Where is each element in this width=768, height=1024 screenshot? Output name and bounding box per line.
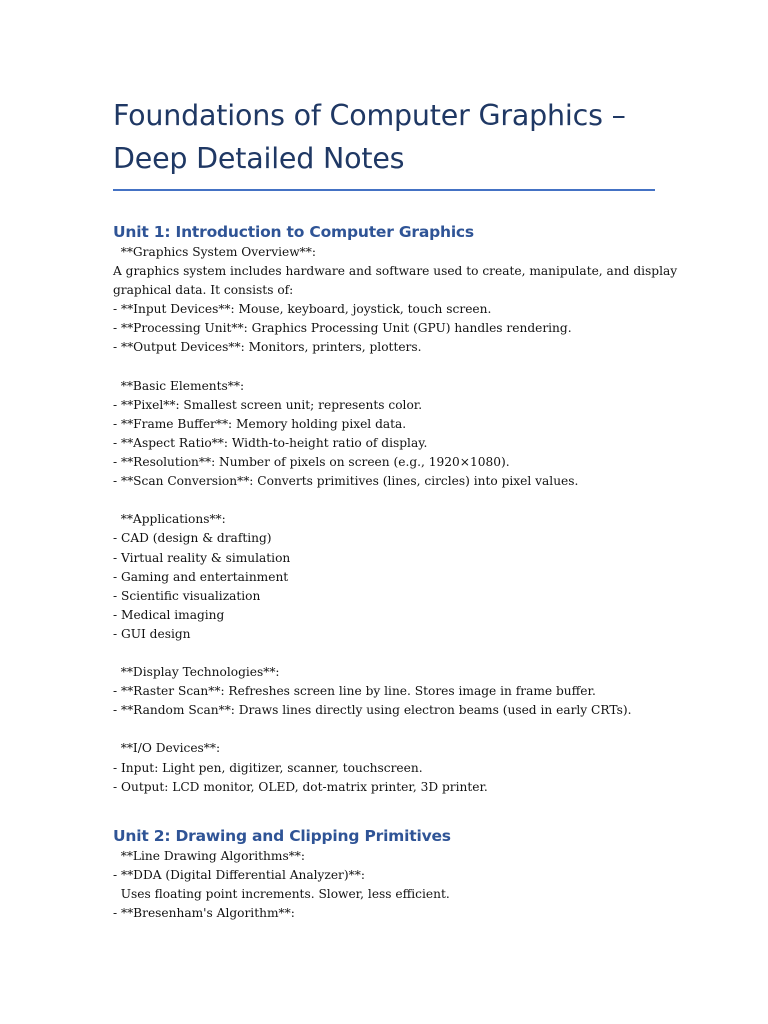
list-item: - GUI design xyxy=(113,626,191,641)
list-item: - Input: Light pen, digitizer, scanner, touchscreen. xyxy=(113,760,423,775)
unit-1-heading: Unit 1: Introduction to Computer Graphics xyxy=(113,223,474,241)
list-item: - **DDA (Digital Differential Analyzer)**: xyxy=(113,867,365,882)
applications-label: **Applications**: xyxy=(113,512,226,527)
list-item: - Output: LCD monitor, OLED, dot-matrix printer, 3D printer. xyxy=(113,779,488,794)
document-page xyxy=(113,94,678,923)
list-item: Uses floating point increments. Slower, less efficient. xyxy=(113,886,450,901)
graphics-system-label: **Graphics System Overview**: xyxy=(113,245,316,259)
list-item: - Gaming and entertainment xyxy=(113,569,289,584)
list-item: - **Pixel**: Smallest screen unit; represents color. xyxy=(113,397,423,412)
document-title xyxy=(113,94,658,180)
list-item: - **Scan Conversion**: Converts primitives (lines, circles) into pixel values. xyxy=(113,474,579,489)
display-technologies-label: **Display Technologies**: xyxy=(113,665,280,680)
title-underline xyxy=(113,189,655,191)
list-item: - **Resolution**: Number of pixels on screen (e.g., 1920×1080). xyxy=(113,455,510,470)
display-technologies-section xyxy=(113,663,658,720)
document-title-line-1: Foundations of Computer Graphics – xyxy=(113,99,626,132)
list-item: - Medical imaging xyxy=(113,607,225,622)
basic-elements-label: **Basic Elements**: xyxy=(113,378,245,393)
list-item: - **Aspect Ratio**: Width-to-height ratio of display. xyxy=(113,435,428,450)
applications-section xyxy=(113,510,658,644)
document-title-line-2: Deep Detailed Notes xyxy=(113,142,405,175)
list-item: - **Processing Unit**: Graphics Processing Unit (GPU) handles rendering. xyxy=(113,321,572,336)
list-item: - **Input Devices**: Mouse, keyboard, joystick, touch screen. xyxy=(113,302,492,317)
io-devices-label: **I/O Devices**: xyxy=(113,741,221,756)
list-item: - **Raster Scan**: Refreshes screen line by line. Stores image in frame buffer. xyxy=(113,684,596,699)
blank-line xyxy=(113,720,658,739)
graphics-system-section xyxy=(113,243,678,358)
paragraph-line: graphical data. It consists of: xyxy=(113,283,294,298)
list-item: - Scientific visualization xyxy=(113,588,261,603)
list-item: - CAD (design & drafting) xyxy=(113,531,272,546)
blank-line xyxy=(113,358,658,377)
line-drawing-label: **Line Drawing Algorithms**: xyxy=(113,848,305,863)
list-item: - **Bresenham's Algorithm**: xyxy=(113,906,295,920)
blank-line xyxy=(113,491,658,510)
blank-line xyxy=(113,644,658,663)
paragraph-line: A graphics system includes hardware and software used to create, manipulate, and display xyxy=(113,264,678,279)
list-item: - **Output Devices**: Monitors, printers, plotters. xyxy=(113,340,422,355)
list-item: - **Random Scan**: Draws lines directly using electron beams (used in early CRTs). xyxy=(113,703,632,718)
line-drawing-section xyxy=(113,847,658,923)
unit-2-heading: Unit 2: Drawing and Clipping Primitives xyxy=(113,826,451,845)
list-item: - Virtual reality & simulation xyxy=(113,550,291,565)
basic-elements-section xyxy=(113,377,658,492)
list-item: - **Frame Buffer**: Memory holding pixel data. xyxy=(113,416,407,431)
io-devices-section xyxy=(113,739,658,796)
